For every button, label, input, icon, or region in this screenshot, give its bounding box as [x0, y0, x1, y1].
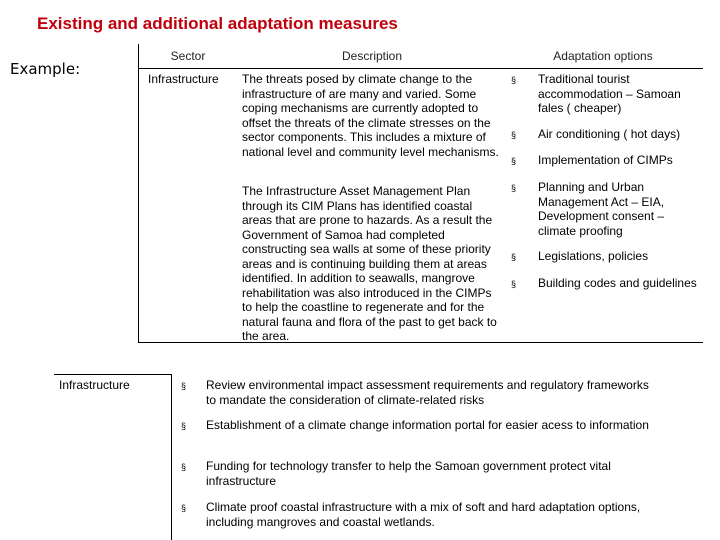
bottom-table-divider	[171, 374, 172, 540]
measure-item: Funding for technology transfer to help the Samoan government protect vital infrastructure	[206, 459, 611, 488]
description-paragraph-2: The Infrastructure Asset Management Plan through its CIM Plans has identified coastal areas that are prone to hazards. As a result the Government of Samoa had completed constructing sea walls at some of these priority areas and is continuing building them at areas identified. In addition to seawalls, mangrove rehabilitation was also introduced in the CIMPs to help the coastline to regenerate and for the natural fauna and flora of the past to get back to the area.	[242, 184, 497, 343]
top-table-left-border	[138, 44, 139, 342]
option-item: Implementation of CIMPs	[538, 153, 673, 167]
measure-bullet: §	[181, 462, 187, 472]
measure-item: Review environmental impact assessment requirements and regulatory frameworks to mandate the consideration of climate-related risks	[206, 378, 649, 407]
measure-bullet: §	[181, 381, 187, 391]
option-bullet: §	[511, 75, 517, 85]
option-bullet: §	[511, 252, 517, 262]
top-sector-cell: Infrastructure	[148, 72, 219, 86]
measure-item: Establishment of a climate change information portal for easier acess to information	[206, 418, 649, 432]
option-bullet: §	[511, 279, 517, 289]
option-bullet: §	[511, 183, 517, 193]
header-sector: Sector	[170, 49, 206, 63]
option-item: Traditional tourist accommodation – Samoan fales ( cheaper)	[538, 72, 681, 115]
description-paragraph-1: The threats posed by climate change to the infrastructure of are many and varied. Some coping mechanisms are currently adopted to offset the threats of the climate stresses on the sector components. This includes a mixture of national level and community level mechanisms.	[242, 72, 499, 159]
option-bullet: §	[511, 156, 517, 166]
top-table-header-rule	[138, 68, 703, 69]
option-item: Planning and Urban Management Act – EIA, Development consent – climate proofing	[538, 180, 665, 238]
bottom-sector-cell: Infrastructure	[59, 378, 130, 392]
header-description: Description	[341, 49, 403, 63]
measure-item: Climate proof coastal infrastructure with a mix of soft and hard adaptation options, including mangroves and coastal wetlands.	[206, 500, 641, 529]
page-title: Existing and additional adaptation measures	[37, 14, 398, 33]
measure-bullet: §	[181, 503, 187, 513]
option-item: Air conditioning ( hot days)	[538, 127, 681, 141]
header-adaptation-options: Adaptation options	[553, 49, 653, 63]
option-item: Legislations, policies	[538, 249, 649, 263]
option-item: Building codes and guidelines	[538, 276, 697, 290]
option-bullet: §	[511, 130, 517, 140]
bottom-table-top-border	[54, 374, 172, 375]
measure-bullet: §	[181, 421, 187, 431]
example-label: Example:	[10, 60, 81, 78]
